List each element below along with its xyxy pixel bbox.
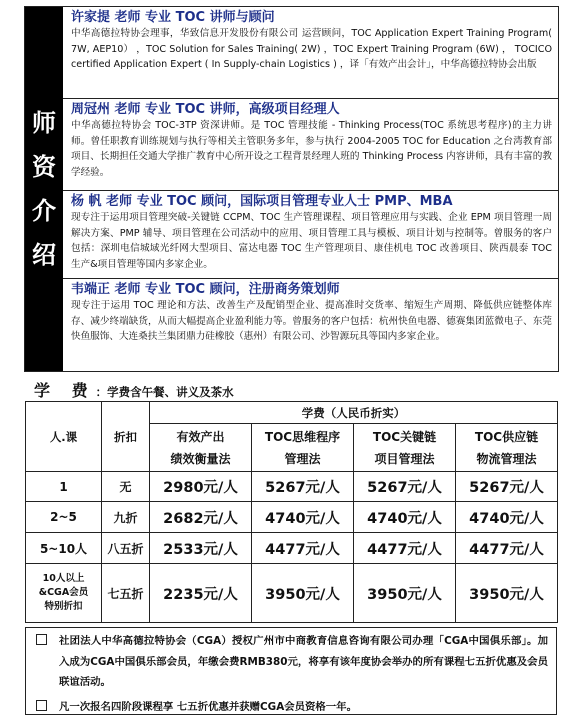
- teacher-list: [63, 7, 558, 371]
- people-cell: 1: [26, 472, 102, 502]
- people-cell: 2~5: [26, 502, 102, 533]
- table-header-row: [26, 402, 558, 424]
- teacher-description: 中华高德拉特协会 TOC-3TP 资深讲师。是 TOC 管理技能 - Thinking Process(TOC 系统思考程序)的主力讲师。曾任职教育训练规划与执行等相关主管职务多年，参与执行 2004-2005 TOC for Education 之台湾教育部项目、长期担任交通大学推广教育中心所开设之工程背景经理人班的 Thinking Process 内容讲师，具有丰富的教学经验。: [71, 120, 552, 178]
- teacher-title: 杨 帆 老师 专业 TOC 顾问，国际项目管理专业人士 PMP、MBA: [71, 194, 453, 209]
- notes-section: [25, 627, 557, 715]
- price-cell: 4740元/人: [456, 502, 558, 533]
- discount-cell: 九折: [102, 502, 150, 533]
- price-cell: 4477元/人: [252, 533, 354, 564]
- note-checkbox[interactable]: [36, 700, 47, 711]
- note-text: 社团法人中华高德拉特协会（CGA）授权广州市中商教育信息咨询有限公司办理「CGA中国俱乐部」。加入成为CGA中国俱乐部会员，年缴会费RMB380元，将享有该年度协会举办的所有课程七五折优惠及会员联谊活动。: [59, 635, 548, 688]
- price-cell: 5267元/人: [252, 472, 354, 502]
- fee-table: [25, 401, 558, 623]
- course-header: TOC思维程序 管理法: [252, 424, 354, 472]
- fees-note: ：学费含午餐、讲义及茶水: [95, 385, 234, 399]
- price-cell: 2682元/人: [150, 502, 252, 533]
- discount-cell: 七五折: [102, 564, 150, 623]
- col-header-people: 人.课: [26, 402, 102, 472]
- side-label-char: 师: [32, 109, 56, 137]
- price-cell: 4740元/人: [252, 502, 354, 533]
- price-cell: 2235元/人: [150, 564, 252, 623]
- people-cell: 5~10人: [26, 533, 102, 564]
- price-cell: 5267元/人: [456, 472, 558, 502]
- price-cell: 3950元/人: [354, 564, 456, 623]
- price-cell: 2533元/人: [150, 533, 252, 564]
- price-cell: 5267元/人: [354, 472, 456, 502]
- teacher-card: [63, 99, 558, 191]
- teacher-card: [63, 7, 558, 99]
- side-label-char: 资: [32, 153, 56, 181]
- price-cell: 3950元/人: [456, 564, 558, 623]
- teacher-card: [63, 191, 558, 279]
- side-label-char: 绍: [32, 241, 56, 269]
- teacher-card: [63, 279, 558, 371]
- instructor-section: [24, 6, 559, 372]
- side-label-char: 介: [32, 197, 56, 225]
- teacher-description: 现专注于运用 TOC 理论和方法、改善生产及配销型企业、提高准时交货率、缩短生产周期、降低供应链整体库存、减少终端缺货，从而大幅提高企业盈利能力等。曾服务的客户包括：杭州快鱼电器、德赛集团蓝微电子、东莞快鱼服饰、大连桑扶兰集团鼎力硅橡胶（惠州）有限公司、沙智源玩具等国内多家企业。: [71, 300, 552, 342]
- col-header-fee-group: 学费（人民币折实）: [150, 402, 558, 424]
- price-cell: 2980元/人: [150, 472, 252, 502]
- table-row: [26, 502, 558, 533]
- price-cell: 4740元/人: [354, 502, 456, 533]
- discount-cell: 八五折: [102, 533, 150, 564]
- table-row: [26, 564, 558, 623]
- teacher-title: 许家提 老师 专业 TOC 讲师与顾问: [71, 10, 275, 25]
- price-cell: 3950元/人: [252, 564, 354, 623]
- note-text: 凡一次报名四阶段课程享 七五折优惠并获赠CGA会员资格一年。: [59, 700, 357, 713]
- teacher-description: 现专注于运用项目管理突破-关键链 CCPM、TOC 生产管理课程、项目管理应用与实践、企业 EPM 项目管理一周解决方案、PMP 辅导、项目管理在公司活动中的应用、项目管理工具与模板、项目计划与控制等。曾服务的客户包括：深圳电信城域光纤网大型项目、富达电器 TOC 生产管理项目、康佳机电 TOC 改善项目、陕西晨泰 TOC 生产&项目管理等国内多家企业。: [71, 212, 552, 270]
- price-cell: 4477元/人: [456, 533, 558, 564]
- note-checkbox[interactable]: [36, 634, 47, 645]
- teacher-title: 周冠州 老师 专业 TOC 讲师，高级项目经理人: [71, 102, 340, 117]
- teacher-title: 韦端正 老师 专业 TOC 顾问，注册商务策划师: [71, 282, 340, 297]
- table-row: [26, 472, 558, 502]
- note-item: [36, 631, 548, 693]
- price-cell: 4477元/人: [354, 533, 456, 564]
- fees-heading: [34, 378, 234, 398]
- course-header: TOC供应链 物流管理法: [456, 424, 558, 472]
- discount-cell: 无: [102, 472, 150, 502]
- section-side-label: [25, 7, 63, 371]
- table-row: [26, 533, 558, 564]
- course-header: 有效产出 绩效衡量法: [150, 424, 252, 472]
- fees-title: 学 费: [34, 381, 96, 400]
- people-cell: 10人以上 &CGA会员 特别折扣: [26, 564, 102, 623]
- teacher-description: 中华高德拉特协会理事，华致信息开发股份有限公司 运营顾问，TOC Application Expert Training Program( 7W, AEP10） ，TOC Solution for Sales Training( 2W) ，TOC Expert Training Program (6W) ， TOCICO certified Application Expert ( In Supply-chain Logistics ) ，译「有效产出会计」，中华高德拉特协会出版: [71, 28, 552, 70]
- note-item: [36, 697, 548, 718]
- col-header-discount: 折扣: [102, 402, 150, 472]
- course-header: TOC关键链 项目管理法: [354, 424, 456, 472]
